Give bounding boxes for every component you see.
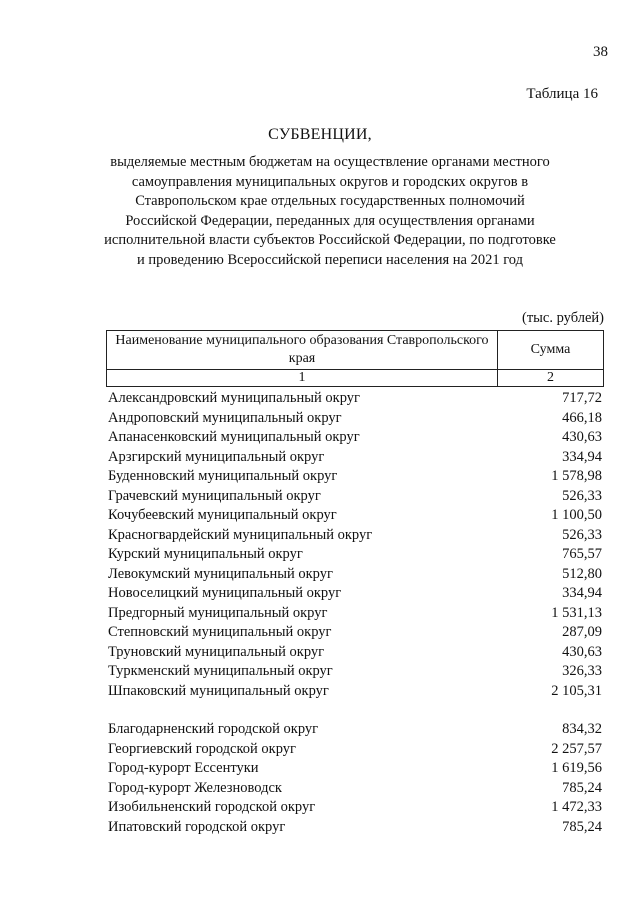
row-name: Андроповский муниципальный округ	[108, 409, 342, 426]
table-row	[108, 720, 604, 740]
row-value: 717,72	[562, 390, 602, 406]
table-row	[108, 818, 604, 838]
row-name: Шпаковский муниципальный округ	[108, 682, 329, 699]
section-gap	[108, 701, 604, 720]
row-name: Труновский муниципальный округ	[108, 643, 325, 660]
table-row	[108, 759, 604, 779]
row-value: 1 619,56	[551, 760, 602, 776]
table-row	[108, 565, 604, 585]
header-name-cell: Наименование муниципального образования Ставропольского края	[107, 331, 498, 370]
table-row	[108, 526, 604, 546]
row-value: 526,33	[562, 526, 602, 543]
row-value: 1 578,98	[551, 468, 602, 484]
table-header	[106, 330, 604, 387]
table-row	[108, 623, 604, 643]
table-row	[108, 545, 604, 565]
document-title: СУБВЕНЦИИ,	[268, 126, 372, 143]
municipal-districts-list	[108, 389, 604, 701]
row-name: Левокумский муниципальный округ	[108, 565, 333, 582]
row-name: Благодарненский городской округ	[108, 721, 319, 737]
row-value: 785,24	[562, 818, 602, 835]
table-row	[108, 740, 604, 760]
row-name: Буденновский муниципальный округ	[108, 468, 338, 484]
row-name: Туркменский муниципальный округ	[108, 663, 333, 679]
row-value: 526,33	[562, 487, 602, 504]
table-row	[108, 467, 604, 487]
table-row	[108, 506, 604, 526]
table-row	[108, 428, 604, 448]
row-name: Степновский муниципальный округ	[108, 624, 332, 640]
row-value: 1 531,13	[551, 604, 602, 621]
table-row	[108, 448, 604, 468]
row-name: Грачевский муниципальный округ	[108, 487, 321, 504]
row-value: 334,94	[562, 448, 602, 465]
city-districts-list	[108, 720, 604, 837]
row-value: 765,57	[562, 546, 602, 562]
table-row	[108, 798, 604, 818]
column-number-2: 2	[498, 370, 604, 387]
row-name: Георгиевский городской округ	[108, 740, 296, 757]
table-row	[108, 604, 604, 624]
row-value: 1 100,50	[551, 507, 602, 523]
row-name: Александровский муниципальный округ	[108, 390, 360, 406]
row-value: 430,63	[562, 429, 602, 445]
row-name: Красногвардейский муниципальный округ	[108, 526, 373, 543]
row-name: Курский муниципальный округ	[108, 546, 303, 562]
units-label: (тыс. рублей)	[522, 310, 604, 326]
row-name: Апанасенковский муниципальный округ	[108, 429, 360, 445]
row-value: 2 105,31	[551, 682, 602, 699]
table-row	[108, 643, 604, 663]
table-row	[108, 779, 604, 799]
table-row	[108, 487, 604, 507]
row-name: Город-курорт Железноводск	[108, 779, 282, 796]
table-label: Таблица 16	[526, 86, 598, 102]
row-value: 785,24	[562, 779, 602, 796]
column-number-1: 1	[107, 370, 498, 387]
row-name: Ипатовский городской округ	[108, 818, 286, 835]
row-name: Кочубеевский муниципальный округ	[108, 507, 337, 523]
row-value: 512,80	[562, 565, 602, 582]
row-value: 430,63	[562, 643, 602, 660]
row-value: 334,94	[562, 585, 602, 601]
table-row	[108, 409, 604, 429]
row-value: 466,18	[562, 409, 602, 426]
table-row	[108, 682, 604, 702]
table-row	[108, 662, 604, 682]
row-value: 326,33	[562, 663, 602, 679]
row-value: 2 257,57	[551, 740, 602, 757]
row-value: 287,09	[562, 624, 602, 640]
row-value: 1 472,33	[551, 799, 602, 815]
page-number: 38	[593, 44, 608, 60]
row-name: Город-курорт Ессентуки	[108, 760, 259, 776]
header-sum-cell: Сумма	[498, 331, 604, 370]
table-row	[108, 389, 604, 409]
row-name: Предгорный муниципальный округ	[108, 604, 328, 621]
row-name: Новоселицкий муниципальный округ	[108, 585, 342, 601]
row-name: Арзгирский муниципальный округ	[108, 448, 325, 465]
row-name: Изобильненский городской округ	[108, 799, 316, 815]
table-row	[108, 584, 604, 604]
table-body	[108, 389, 604, 837]
row-value: 834,32	[562, 721, 602, 737]
document-subtitle: выделяемые местным бюджетам на осуществление органами местного самоуправления муниципальных округов и городских округов в Ставропольском крае отдельных государственных полномочий Российской Федерации, переданных для осуществления органами исполнительной власти субъектов Российской Федерации, по подготовке и проведению Всероссийской переписи населения на 2021 год	[104, 154, 556, 268]
